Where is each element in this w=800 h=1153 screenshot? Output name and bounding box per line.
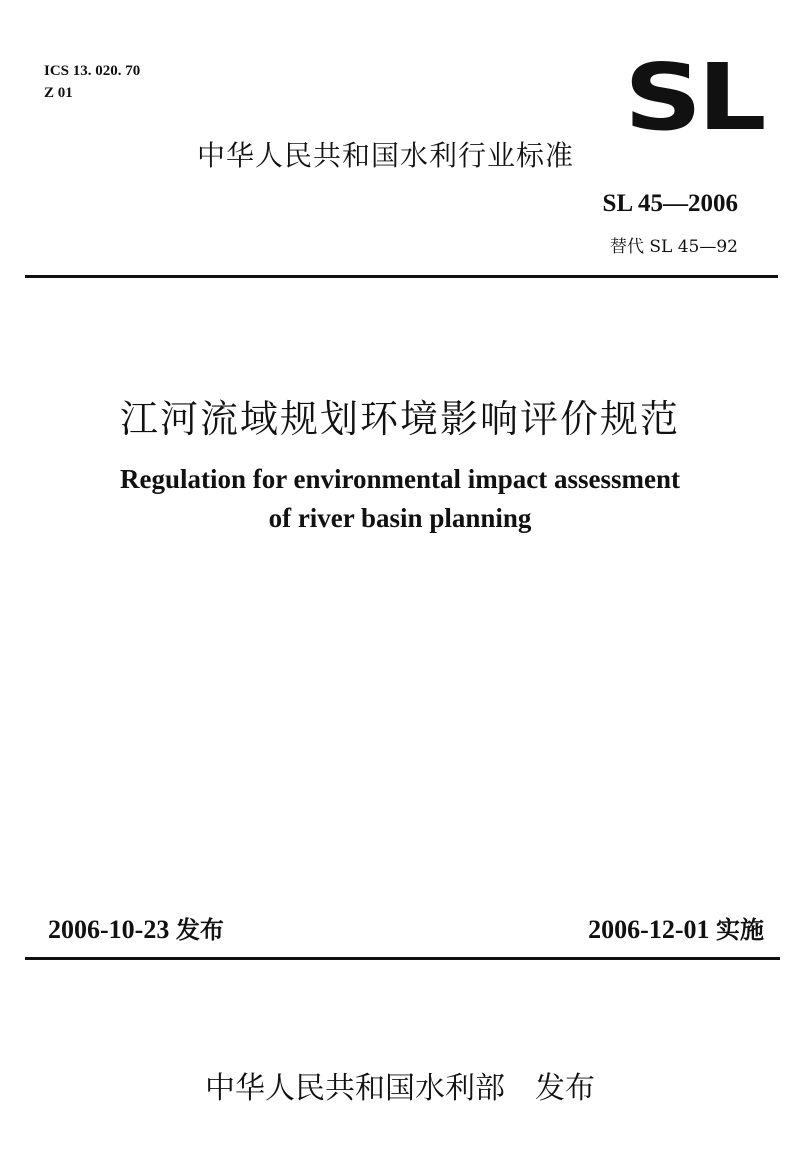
implementation-label: 实施 — [716, 916, 764, 944]
implementation-date: 2006-12-01 — [588, 915, 710, 944]
title-chinese: 江河流域规划环境影响评价规范 — [119, 397, 680, 441]
classification-codes — [44, 60, 140, 104]
title-english — [0, 460, 800, 538]
title-english-line-1: Regulation for environmental impact assessment — [120, 464, 680, 494]
replaces-standard: 替代 SL 45—92 — [609, 237, 738, 257]
issue-label: 发布 — [175, 916, 224, 944]
issue-date: 2006-10-23 — [48, 915, 170, 944]
industry-standard-title: 中华人民共和国水利行业标准 — [197, 139, 575, 172]
implementation-date-block — [588, 910, 764, 945]
sl-logo: SL — [624, 44, 762, 151]
issue-date-block — [48, 910, 224, 945]
title-english-line-2: of river basin planning — [268, 503, 532, 533]
publisher-line — [0, 1063, 800, 1107]
classification-code: Z 01 — [44, 85, 73, 101]
publish-label: 发布 — [535, 1071, 595, 1106]
bottom-divider — [25, 957, 780, 960]
standard-number: SL 45—2006 — [602, 190, 738, 217]
publisher-name: 中华人民共和国水利部 — [205, 1071, 505, 1106]
ics-code: ICS 13. 020. 70 — [44, 63, 141, 79]
top-divider — [25, 275, 778, 278]
